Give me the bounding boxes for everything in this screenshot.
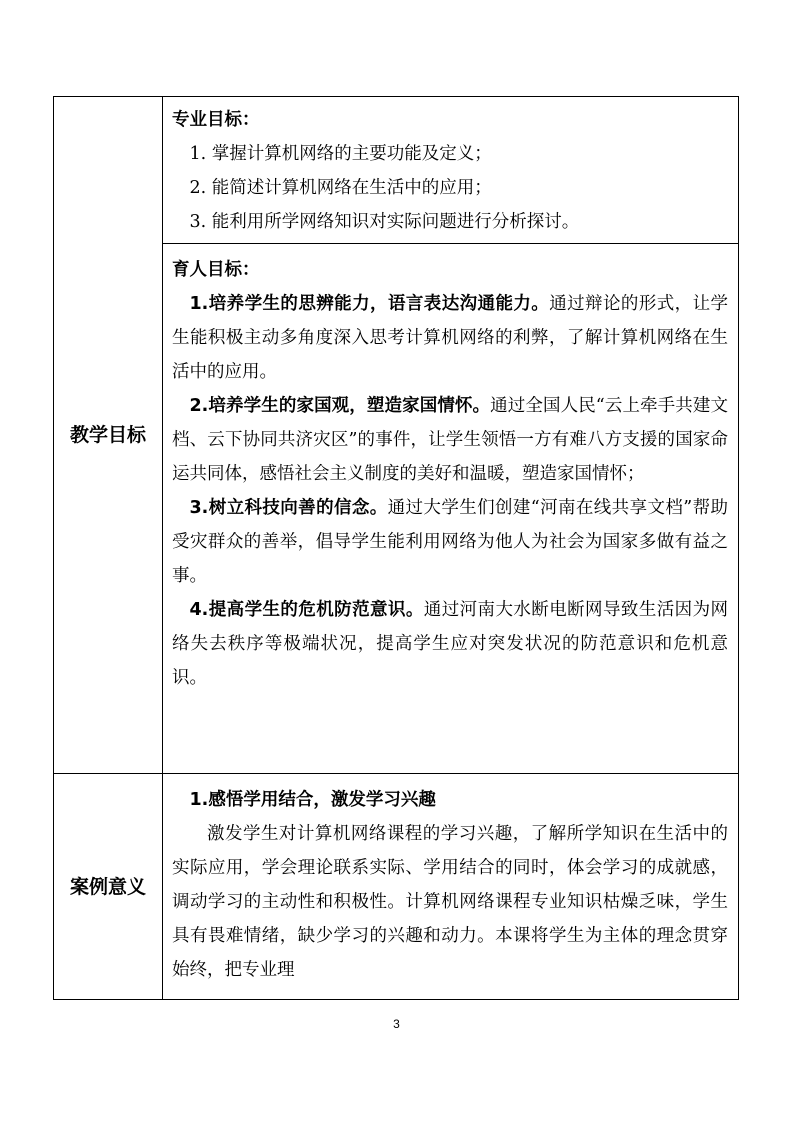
education-goal-title: 1.培养学生的思辨能力，语言表达沟通能力。	[189, 294, 550, 314]
professional-goals-heading: 专业目标：	[172, 110, 260, 130]
course-table	[53, 96, 739, 1000]
case-significance-paragraph: 激发学生对计算机网络课程的学习兴趣，了解所学知识在生活中的实际应用，学会理论联系实际、学用结合的同时，体会学习的成就感，调动学习的主动性和积极性。计算机网络课程专业知识枯燥乏味，学生具有畏难情绪，缺少学习的兴趣和动力。本课将学生为主体的理念贯穿始终，把专业理	[172, 824, 728, 980]
case-significance-heading: 1.感悟学用结合，激发学习兴趣	[189, 790, 436, 810]
education-goal-text: 通过辩论的形式，让学生能积极主动多角度深入思考计算机网络的利弊，了解计算机网络在生活中的应用。	[172, 294, 728, 382]
education-goal-title: 4.提高学生的危机防范意识。	[189, 600, 424, 620]
professional-goals-cell	[172, 103, 728, 239]
professional-goal-item: 2. 能简述计算机网络在生活中的应用；	[189, 178, 492, 198]
case-significance-cell	[172, 783, 728, 987]
education-goal-text: 通过河南大水断电断网导致生活因为网络失去秩序等极端状况，提高学生应对突发状况的防范意识和危机意识。	[172, 600, 728, 688]
row-divider-goals	[162, 243, 738, 244]
education-goals-cell	[172, 253, 728, 695]
education-goal-item	[172, 389, 728, 491]
education-goal-title: 2.培养学生的家国观，塑造家国情怀。	[189, 396, 491, 416]
case-significance-label: 案例意义	[69, 876, 146, 898]
professional-goal-item: 3. 能利用所学网络知识对实际问题进行分析探讨。	[189, 212, 580, 232]
education-goal-text: 通过大学生们创建“河南在线共享文档”帮助受灾群众的善举，倡导学生能利用网络为他人为社会为国家多做有益之事。	[172, 498, 728, 586]
education-goals-heading: 育人目标：	[172, 260, 260, 280]
education-goal-text: 通过全国人民“云上牵手共建文档、云下协同共济灾区”的事件，让学生领悟一方有难八方支援的国家命运共同体，感悟社会主义制度的美好和温暖，塑造家国情怀；	[172, 396, 728, 484]
column-divider	[162, 97, 163, 999]
education-goal-item	[172, 593, 728, 695]
education-goal-title: 3.树立科技向善的信念。	[189, 498, 388, 518]
education-goal-item	[172, 491, 728, 593]
page-number: 3	[393, 1017, 400, 1031]
teaching-goals-label: 教学目标	[69, 424, 146, 446]
education-goal-item	[172, 287, 728, 389]
professional-goal-item: 1. 掌握计算机网络的主要功能及定义；	[189, 144, 492, 164]
